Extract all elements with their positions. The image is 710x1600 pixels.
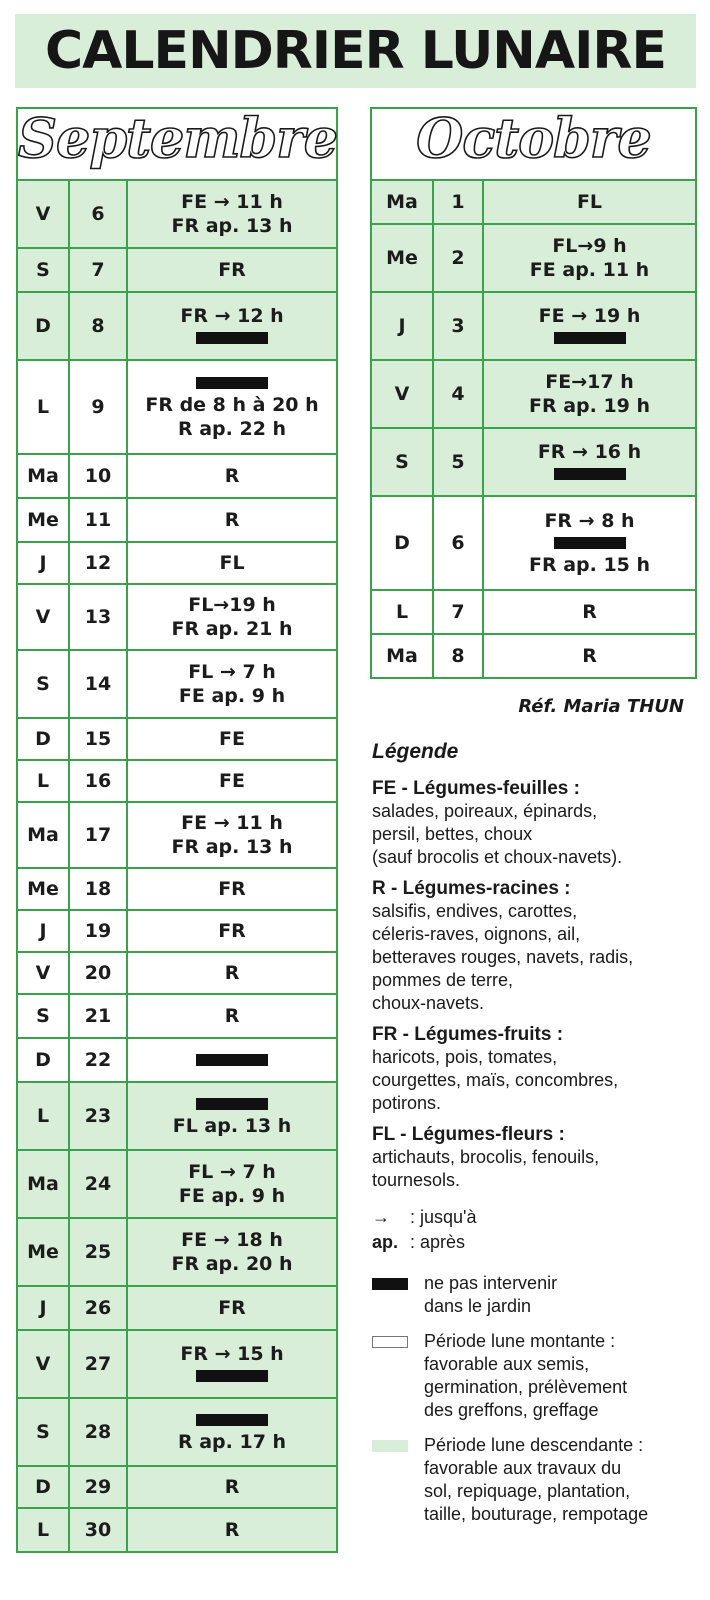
planting-line: FR ap. 21 h — [171, 618, 293, 640]
day-number: 23 — [69, 1082, 127, 1150]
october-calendar-table — [370, 107, 697, 679]
planting-info — [127, 1286, 337, 1330]
planting-line: FR de 8 h à 20 h — [145, 394, 319, 416]
legend-category-text: salades, poireaux, épinards, — [372, 801, 598, 821]
day-number: 18 — [69, 868, 127, 910]
september-month-label: Septembre — [18, 105, 338, 170]
calendar-row — [17, 1508, 337, 1552]
day-abbreviation: S — [371, 428, 433, 496]
legend-black-bar-row — [372, 1272, 702, 1318]
legend-category-text: artichauts, brocolis, fenouils, — [372, 1147, 600, 1167]
calendar-row — [17, 994, 337, 1038]
legend-category-text: céleris-raves, oignons, ail, — [372, 924, 581, 944]
no-gardening-bar — [196, 1054, 268, 1066]
planting-line: FL→9 h — [552, 235, 627, 257]
legend-category-text: haricots, pois, tomates, — [372, 1047, 558, 1067]
legend-arrow-row — [372, 1206, 702, 1229]
planting-line: FR → 16 h — [537, 441, 642, 463]
day-abbreviation: L — [17, 1082, 69, 1150]
legend-description-line: ne pas intervenir — [424, 1273, 558, 1293]
calendar-row — [371, 590, 696, 634]
planting-line: FE→17 h — [545, 371, 634, 393]
no-gardening-bar — [196, 1414, 268, 1426]
september-month-header — [17, 105, 338, 180]
day-number: 10 — [69, 454, 127, 498]
no-gardening-bar — [196, 1098, 268, 1110]
legend-category-text: potirons. — [372, 1093, 442, 1113]
planting-line: R — [582, 645, 597, 667]
planting-info — [127, 952, 337, 994]
legend-description-line: favorable aux travaux du — [424, 1458, 622, 1478]
planting-line: FR — [218, 1297, 246, 1319]
day-abbreviation: D — [17, 1038, 69, 1082]
planting-info — [127, 650, 337, 718]
calendar-row — [17, 498, 337, 542]
planting-info — [127, 248, 337, 292]
planting-info — [127, 584, 337, 650]
calendar-row — [17, 584, 337, 650]
day-number: 20 — [69, 952, 127, 994]
green-period-swatch — [372, 1440, 408, 1452]
planting-line: R — [224, 962, 240, 984]
day-abbreviation: J — [17, 910, 69, 952]
planting-line: FE ap. 11 h — [529, 259, 650, 281]
planting-line: FR → 12 h — [180, 305, 284, 327]
day-abbreviation: J — [371, 292, 433, 360]
legend-category-text: tournesols. — [372, 1170, 461, 1190]
planting-info — [127, 760, 337, 802]
calendar-row — [17, 1150, 337, 1218]
planting-line: FR ap. 15 h — [528, 554, 651, 576]
day-number: 30 — [69, 1508, 127, 1552]
day-abbreviation: L — [17, 360, 69, 454]
calendar-row — [17, 1398, 337, 1466]
day-abbreviation: D — [17, 1466, 69, 1508]
legend-green-row — [372, 1434, 702, 1526]
planting-line: R — [582, 601, 597, 623]
planting-line: FL — [219, 552, 245, 574]
calendar-row — [17, 360, 337, 454]
legend-category-text: pommes de terre, — [372, 970, 514, 990]
calendar-row — [17, 760, 337, 802]
planting-line: FR ap. 13 h — [171, 836, 293, 858]
planting-line: R ap. 22 h — [177, 418, 287, 440]
planting-info — [483, 496, 696, 590]
calendar-row — [17, 542, 337, 584]
planting-line: FR ap. 20 h — [171, 1253, 293, 1275]
day-abbreviation: Ma — [371, 180, 433, 224]
planting-line: R — [224, 1005, 240, 1027]
planting-info — [483, 360, 696, 428]
planting-info — [127, 1150, 337, 1218]
legend-categories — [372, 777, 702, 1192]
no-gardening-bar — [554, 537, 626, 549]
black-bar-description — [424, 1272, 557, 1318]
calendar-row — [17, 910, 337, 952]
white-period-swatch — [372, 1336, 408, 1348]
legend-description-line: sol, repiquage, plantation, — [424, 1481, 631, 1501]
calendar-row — [17, 952, 337, 994]
planting-line: FL → 7 h — [188, 661, 276, 683]
planting-info — [127, 718, 337, 760]
calendar-row — [17, 454, 337, 498]
planting-line: FR — [218, 920, 246, 942]
day-abbreviation: L — [17, 1508, 69, 1552]
planting-line: FE ap. 9 h — [178, 1185, 286, 1207]
day-abbreviation: D — [17, 292, 69, 360]
planting-info — [127, 498, 337, 542]
day-number: 13 — [69, 584, 127, 650]
day-number: 8 — [433, 634, 483, 678]
legend-category-text: courgettes, maïs, concombres, — [372, 1070, 619, 1090]
planting-line: R — [224, 509, 240, 531]
september-calendar-table — [16, 107, 338, 1553]
planting-info — [127, 868, 337, 910]
planting-line: FR ap. 13 h — [171, 215, 293, 237]
calendar-row — [17, 802, 337, 868]
legend-category-text: persil, bettes, choux — [372, 824, 533, 844]
day-abbreviation: J — [17, 1286, 69, 1330]
day-abbreviation: Me — [17, 498, 69, 542]
legend-category-text: betteraves rouges, navets, radis, — [372, 947, 634, 967]
waning-moon-description — [424, 1434, 648, 1526]
title-banner — [15, 14, 696, 88]
calendar-row — [17, 292, 337, 360]
legend-ap-row — [372, 1231, 702, 1254]
day-abbreviation: V — [17, 180, 69, 248]
day-number: 11 — [69, 498, 127, 542]
day-number: 7 — [433, 590, 483, 634]
day-abbreviation: Me — [17, 1218, 69, 1286]
planting-info — [483, 180, 696, 224]
day-abbreviation: Me — [371, 224, 433, 292]
arrow-meaning: : jusqu'à — [410, 1207, 477, 1227]
planting-info — [127, 1330, 337, 1398]
day-abbreviation: Ma — [371, 634, 433, 678]
planting-line: FL→19 h — [188, 594, 276, 616]
october-month-label: Octobre — [416, 105, 651, 170]
day-number: 7 — [69, 248, 127, 292]
day-abbreviation: V — [17, 584, 69, 650]
arrow-icon: → — [372, 1207, 390, 1227]
legend-description-line: des greffons, greffage — [424, 1400, 599, 1420]
legend-description-line: germination, prélèvement — [424, 1377, 628, 1397]
day-abbreviation: J — [17, 542, 69, 584]
day-number: 28 — [69, 1398, 127, 1466]
calendar-row — [17, 1466, 337, 1508]
planting-line: FR — [218, 259, 246, 281]
legend-description-line: Période lune descendante : — [424, 1435, 644, 1455]
day-abbreviation: Ma — [17, 1150, 69, 1218]
day-abbreviation: L — [17, 760, 69, 802]
day-abbreviation: Ma — [17, 802, 69, 868]
day-number: 9 — [69, 360, 127, 454]
calendar-row — [17, 1038, 337, 1082]
legend-description-line: taille, bouturage, rempotage — [424, 1504, 649, 1524]
day-abbreviation: Me — [17, 868, 69, 910]
day-abbreviation: S — [17, 994, 69, 1038]
calendar-row — [17, 1286, 337, 1330]
legend-description-line: favorable aux semis, — [424, 1354, 590, 1374]
legend-category — [372, 1023, 702, 1115]
planting-info — [127, 1466, 337, 1508]
planting-info — [483, 634, 696, 678]
day-number: 22 — [69, 1038, 127, 1082]
planting-info — [127, 910, 337, 952]
calendar-row — [17, 1330, 337, 1398]
calendar-row — [371, 496, 696, 590]
planting-line: FL — [576, 191, 603, 213]
no-gardening-bar — [196, 1370, 268, 1382]
legend-category-heading: FL - Légumes-fleurs : — [372, 1124, 565, 1145]
day-abbreviation: V — [17, 1330, 69, 1398]
day-number: 16 — [69, 760, 127, 802]
planting-line: R ap. 17 h — [177, 1431, 287, 1453]
calendar-row — [17, 180, 337, 248]
no-gardening-bar — [196, 377, 268, 389]
day-number: 24 — [69, 1150, 127, 1218]
planting-line: FE — [219, 728, 245, 750]
planting-line: FR ap. 19 h — [528, 395, 651, 417]
planting-info — [127, 1038, 337, 1082]
planting-info — [127, 360, 337, 454]
day-number: 15 — [69, 718, 127, 760]
october-month-header — [371, 105, 696, 180]
planting-info — [127, 180, 337, 248]
day-abbreviation: S — [17, 248, 69, 292]
planting-line: FE ap. 9 h — [178, 685, 286, 707]
planting-info — [127, 454, 337, 498]
legend-category-text: choux-navets. — [372, 993, 485, 1013]
ap-abbreviation: ap. — [372, 1232, 399, 1252]
planting-line: R — [224, 1476, 240, 1498]
day-number: 26 — [69, 1286, 127, 1330]
planting-info — [127, 1398, 337, 1466]
planting-line: FE → 11 h — [181, 812, 283, 834]
day-abbreviation: D — [371, 496, 433, 590]
legend — [372, 740, 702, 1526]
calendar-row — [371, 292, 696, 360]
planting-info — [483, 292, 696, 360]
day-number: 29 — [69, 1466, 127, 1508]
planting-line: FE — [219, 770, 245, 792]
day-number: 27 — [69, 1330, 127, 1398]
calendar-row — [17, 868, 337, 910]
calendar-row — [371, 180, 696, 224]
planting-line: FR — [218, 878, 246, 900]
planting-info — [127, 1508, 337, 1552]
day-abbreviation: V — [371, 360, 433, 428]
calendar-row — [371, 428, 696, 496]
no-gardening-bar — [554, 332, 626, 344]
planting-info — [127, 802, 337, 868]
calendar-row — [17, 1218, 337, 1286]
legend-category-heading: R - Légumes-racines : — [372, 878, 571, 899]
planting-line: FE → 18 h — [181, 1229, 283, 1251]
day-number: 21 — [69, 994, 127, 1038]
planting-info — [483, 590, 696, 634]
planting-info — [127, 542, 337, 584]
waxing-moon-description — [424, 1330, 627, 1422]
day-number: 14 — [69, 650, 127, 718]
planting-line: FE → 19 h — [538, 305, 641, 327]
calendar-row — [17, 650, 337, 718]
planting-line: R — [224, 465, 240, 487]
no-gardening-bar — [554, 468, 626, 480]
planting-line: FR → 15 h — [180, 1343, 284, 1365]
day-number: 6 — [433, 496, 483, 590]
planting-info — [127, 994, 337, 1038]
legend-title: Légende — [372, 740, 459, 763]
legend-description-line: Période lune montante : — [424, 1331, 616, 1351]
legend-category-heading: FR - Légumes-fruits : — [372, 1024, 564, 1045]
planting-line: FL ap. 13 h — [172, 1115, 292, 1137]
day-number: 3 — [433, 292, 483, 360]
reference-credit: Réf. Maria THUN — [518, 696, 684, 717]
day-number: 17 — [69, 802, 127, 868]
planting-line: FR → 8 h — [544, 510, 635, 532]
planting-line: R — [224, 1519, 240, 1541]
planting-line: FE → 11 h — [181, 191, 283, 213]
day-number: 12 — [69, 542, 127, 584]
legend-category-heading: FE - Légumes-feuilles : — [372, 778, 580, 799]
day-number: 19 — [69, 910, 127, 952]
day-number: 4 — [433, 360, 483, 428]
day-abbreviation: Ma — [17, 454, 69, 498]
day-abbreviation: L — [371, 590, 433, 634]
no-gardening-bar — [196, 332, 268, 344]
black-bar-swatch — [372, 1278, 408, 1290]
day-abbreviation: S — [17, 1398, 69, 1466]
day-abbreviation: V — [17, 952, 69, 994]
day-number: 8 — [69, 292, 127, 360]
day-abbreviation: S — [17, 650, 69, 718]
calendar-row — [17, 718, 337, 760]
legend-white-row — [372, 1330, 702, 1422]
day-number: 5 — [433, 428, 483, 496]
calendar-row — [371, 224, 696, 292]
legend-category-text: salsifis, endives, carottes, — [372, 901, 578, 921]
day-number: 1 — [433, 180, 483, 224]
planting-line: FL → 7 h — [188, 1161, 276, 1183]
planting-info — [127, 292, 337, 360]
legend-category-text: (sauf brocolis et choux-navets). — [372, 847, 623, 867]
ap-meaning: : après — [410, 1232, 466, 1252]
day-number: 6 — [69, 180, 127, 248]
planting-info — [483, 224, 696, 292]
planting-info — [483, 428, 696, 496]
legend-description-line: dans le jardin — [424, 1296, 532, 1316]
planting-info — [127, 1082, 337, 1150]
legend-category — [372, 1123, 702, 1192]
calendar-row — [371, 634, 696, 678]
calendar-row — [17, 1082, 337, 1150]
day-number: 2 — [433, 224, 483, 292]
legend-category — [372, 877, 702, 1015]
day-number: 25 — [69, 1218, 127, 1286]
legend-category — [372, 777, 702, 869]
day-abbreviation: D — [17, 718, 69, 760]
page-title: CALENDRIER LUNAIRE — [45, 21, 666, 81]
calendar-row — [17, 248, 337, 292]
planting-info — [127, 1218, 337, 1286]
calendar-row — [371, 360, 696, 428]
